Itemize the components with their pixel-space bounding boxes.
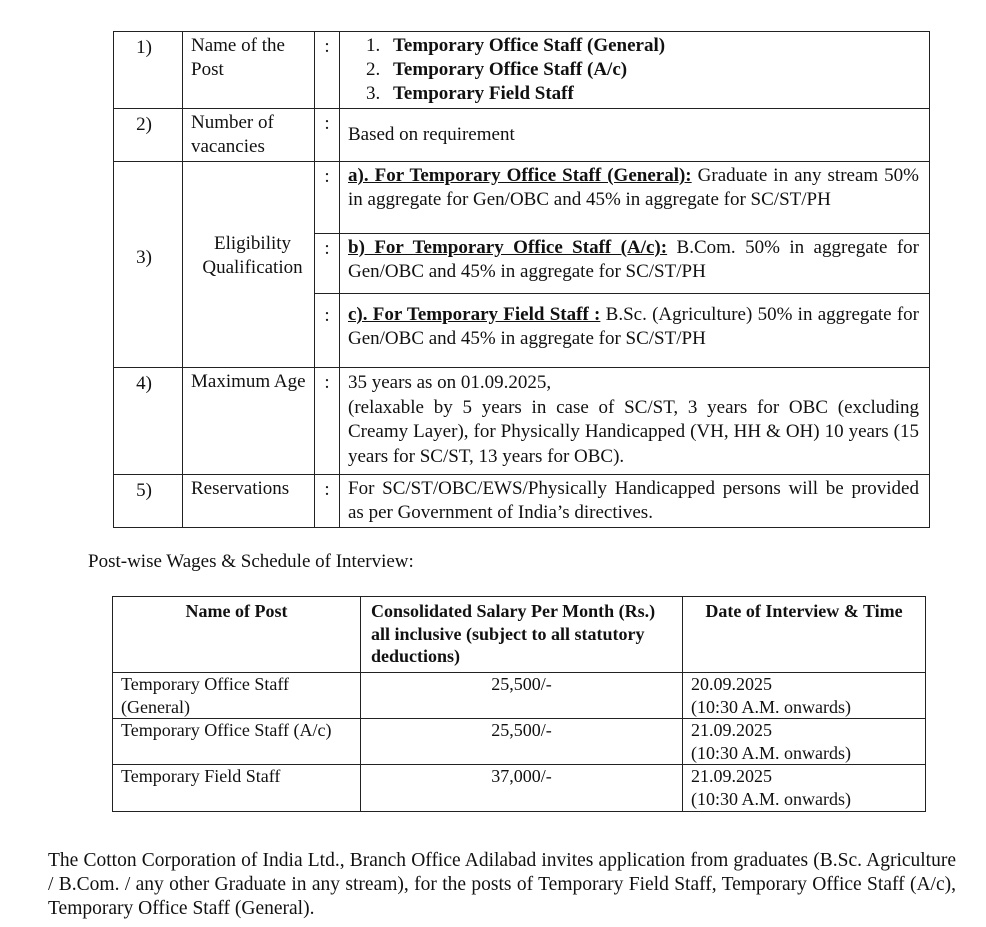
eligibility-text: B.Sc. (Agriculture) 50% in aggregate for Gen/OBC and 45% in aggregate for SC/ST/PH (348, 304, 919, 349)
interview-schedule (683, 765, 926, 812)
row-name-of-post (114, 32, 930, 109)
header-post: Name of Post (113, 597, 361, 673)
interview-time: (10:30 A.M. onwards) (691, 742, 851, 763)
field-label: Reservations (183, 475, 315, 528)
eligibility-item (340, 162, 930, 234)
age-relaxation: (relaxable by 5 years in case of SC/ST, 3 years for OBC (excluding Creamy Layer), for Physically Handicapped (VH, HH & OH) 10 years (15 years for SC/ST, 13 years for OBC). (348, 396, 919, 467)
field-label: Eligibility Qualification (183, 162, 315, 368)
wages-schedule-table (112, 596, 926, 812)
colon-separator: : (315, 162, 340, 234)
row-number: 5) (114, 475, 183, 528)
colon-separator: : (315, 32, 340, 109)
post-name: Temporary Field Staff (113, 765, 361, 812)
field-label: Maximum Age (183, 368, 315, 475)
row-number: 3) (114, 162, 183, 368)
eligibility-text: B.Com. 50% in aggregate for Gen/OBC and 45% in aggregate for SC/ST/PH (348, 237, 919, 282)
eligibility-heading: c). For Temporary Field Staff : (348, 304, 601, 325)
post-names (340, 32, 930, 109)
salary-value: 25,500/- (361, 719, 683, 765)
age-limit: 35 years as on 01.09.2025, (348, 372, 552, 393)
colon-separator: : (315, 294, 340, 368)
age-details (340, 368, 930, 475)
post-item: 1. Temporary Office Staff (General) (385, 34, 919, 58)
vacancies-value: Based on requirement (340, 109, 930, 162)
header-salary: Consolidated Salary Per Month (Rs.) all inclusive (subject to all statutory deductions) (361, 597, 683, 673)
salary-value: 37,000/- (361, 765, 683, 812)
field-label: Name of the Post (183, 32, 315, 109)
post-list (348, 34, 919, 106)
post-name: Temporary Office Staff (General) (113, 673, 361, 719)
eligibility-item (340, 294, 930, 368)
post-item: 2. Temporary Office Staff (A/c) (385, 58, 919, 82)
post-details-table (113, 31, 930, 528)
row-reservations (114, 475, 930, 528)
salary-value: 25,500/- (361, 673, 683, 719)
invitation-paragraph: The Cotton Corporation of India Ltd., Branch Office Adilabad invites application from graduates (B.Sc. Agriculture / B.Com. / any other Graduate in any stream), for the posts of Temporary Field Staff, Temporary Office Staff (A/c), Temporary Office Staff (General). (48, 849, 956, 919)
eligibility-heading: a). For Temporary Office Staff (General): (348, 165, 692, 186)
field-label: Number of vacancies (183, 109, 315, 162)
row-number: 1) (114, 32, 183, 109)
interview-schedule (683, 673, 926, 719)
interview-date: 21.09.2025 (691, 720, 772, 740)
interview-time: (10:30 A.M. onwards) (691, 696, 851, 717)
row-eligibility-a (114, 162, 930, 234)
eligibility-heading: b) For Temporary Office Staff (A/c): (348, 237, 668, 258)
wages-schedule-heading: Post-wise Wages & Schedule of Interview: (88, 551, 414, 572)
interview-schedule (683, 719, 926, 765)
row-number: 2) (114, 109, 183, 162)
row-vacancies (114, 109, 930, 162)
colon-separator: : (315, 475, 340, 528)
header-date: Date of Interview & Time (683, 597, 926, 673)
post-item: 3. Temporary Field Staff (385, 82, 919, 106)
reservations-value: For SC/ST/OBC/EWS/Physically Handicapped persons will be provided as per Government of India’s directives. (340, 475, 930, 528)
interview-time: (10:30 A.M. onwards) (691, 788, 851, 809)
header-row (113, 597, 926, 673)
table-row (113, 673, 926, 719)
colon-separator: : (315, 109, 340, 162)
table-row (113, 765, 926, 812)
interview-date: 21.09.2025 (691, 766, 772, 786)
eligibility-item (340, 234, 930, 294)
row-maximum-age (114, 368, 930, 475)
colon-separator: : (315, 368, 340, 475)
eligibility-text: Graduate in any stream 50% in aggregate for Gen/OBC and 45% in aggregate for SC/ST/PH (348, 165, 919, 210)
colon-separator: : (315, 234, 340, 294)
table-row (113, 719, 926, 765)
interview-date: 20.09.2025 (691, 674, 772, 694)
row-number: 4) (114, 368, 183, 475)
post-name: Temporary Office Staff (A/c) (113, 719, 361, 765)
